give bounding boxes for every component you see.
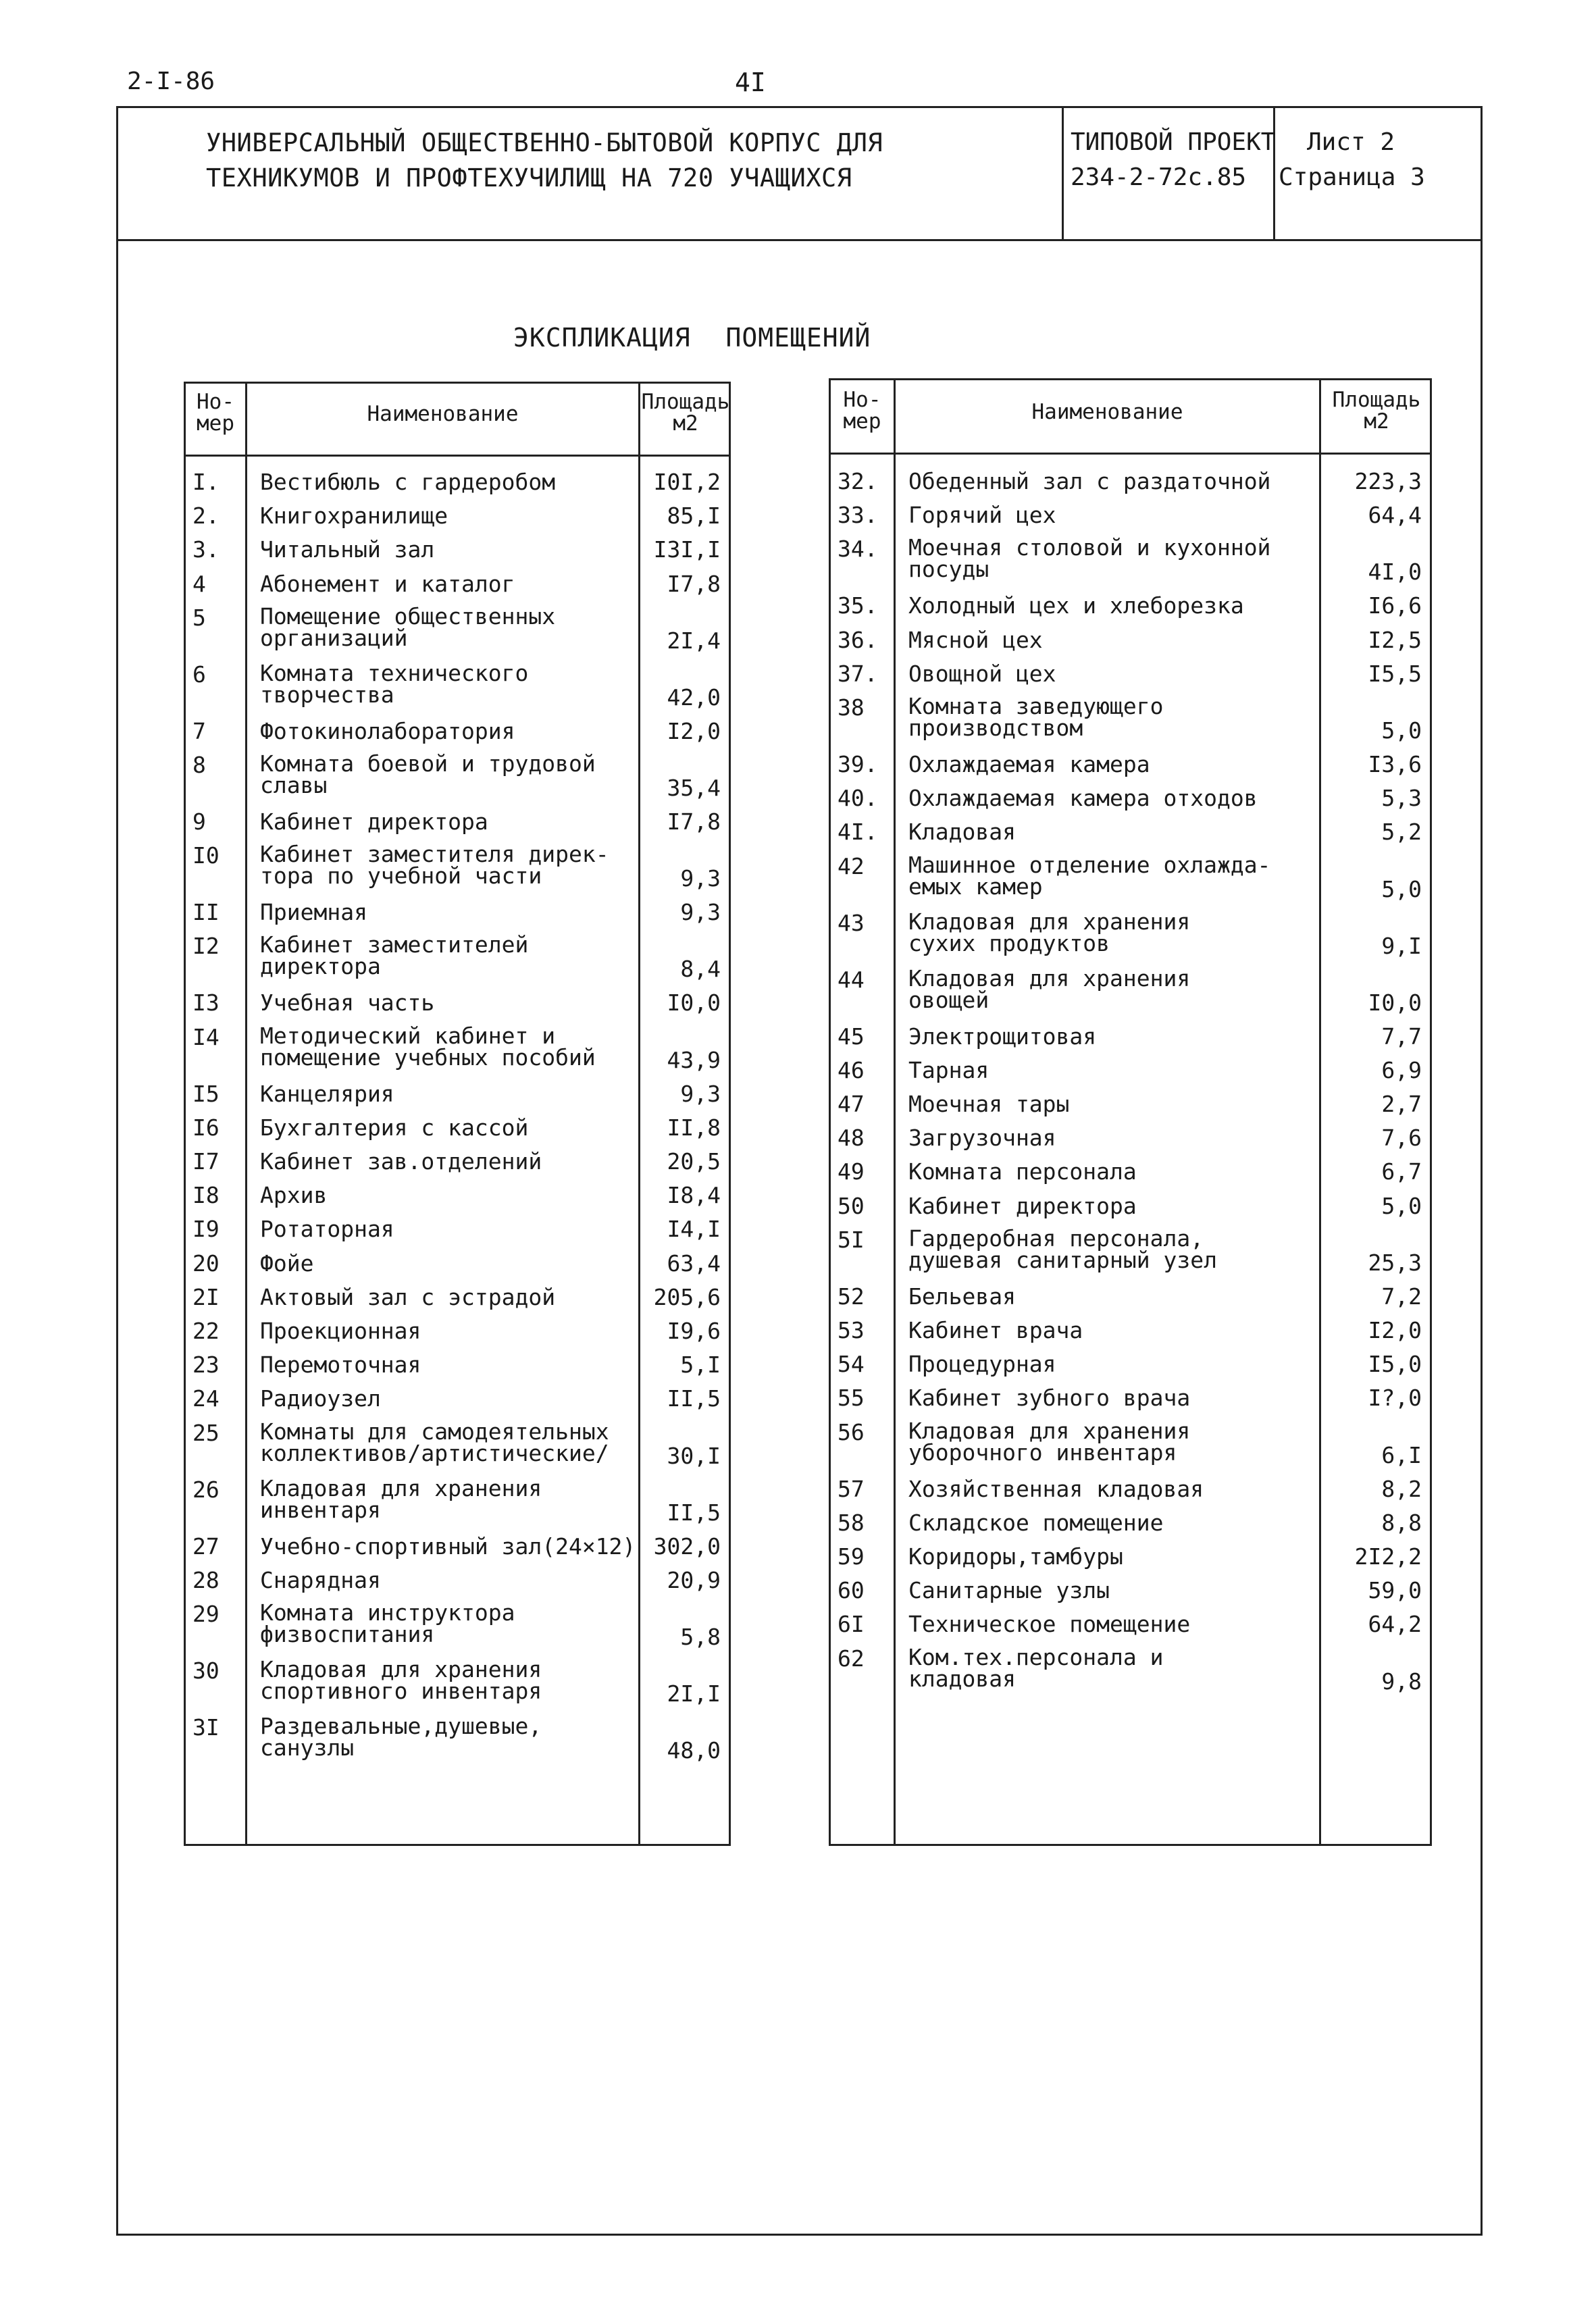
project-title-line-2: ТЕХНИКУМОВ И ПРОФТЕХУЧИЛИЩ НА 720 УЧАЩИХСЯ bbox=[206, 163, 852, 192]
room-name: Комната персонала bbox=[908, 1158, 1137, 1185]
room-area: 63,4 bbox=[667, 1250, 721, 1277]
room-area: 6,I bbox=[1381, 1441, 1422, 1468]
room-name: Кладовая bbox=[908, 819, 1016, 846]
room-area: I7,8 bbox=[667, 808, 721, 835]
room-area: 6,7 bbox=[1381, 1158, 1422, 1185]
room-number: 35. bbox=[838, 592, 878, 619]
room-number: 44 bbox=[838, 966, 865, 993]
room-number: 25 bbox=[192, 1419, 220, 1446]
room-number: I5 bbox=[192, 1080, 220, 1107]
room-name: Кабинет директора bbox=[260, 808, 488, 835]
room-number: 20 bbox=[192, 1250, 220, 1277]
room-number: I2 bbox=[192, 933, 220, 960]
room-area: I2,5 bbox=[1368, 626, 1422, 653]
room-name: Вестибюль с гардеробом bbox=[260, 469, 556, 495]
room-name: Проекционная bbox=[260, 1318, 421, 1344]
room-area: 2,7 bbox=[1381, 1091, 1422, 1117]
room-number: 2I bbox=[192, 1283, 220, 1310]
room-number: 62 bbox=[838, 1645, 865, 1672]
room-name: Холодный цех и хлеборезка bbox=[908, 592, 1244, 619]
room-name: Комнаты для самодеятельных коллективов/артистические/ bbox=[260, 1418, 609, 1466]
room-area: 9,I bbox=[1381, 932, 1422, 959]
header-area-line-1: Площадь bbox=[641, 390, 730, 414]
room-number: 48 bbox=[838, 1125, 865, 1152]
room-number: I6 bbox=[192, 1114, 220, 1141]
room-name: Читальный зал bbox=[260, 536, 435, 563]
room-area: 42,0 bbox=[667, 684, 721, 711]
room-number: I3 bbox=[192, 989, 220, 1017]
room-name: Кабинет заместителя дирек- тора по учебной части bbox=[260, 841, 609, 890]
room-number: 52 bbox=[838, 1283, 865, 1310]
header-divider bbox=[831, 453, 1430, 455]
room-number: 59 bbox=[838, 1543, 865, 1570]
room-number: 27 bbox=[192, 1533, 220, 1560]
room-number: 49 bbox=[838, 1158, 865, 1185]
room-name: Кабинет директора bbox=[908, 1192, 1137, 1219]
column-divider bbox=[245, 384, 247, 1844]
room-area: 9,3 bbox=[680, 1080, 721, 1107]
room-name: Горячий цех bbox=[908, 502, 1056, 529]
room-area: 64,2 bbox=[1368, 1611, 1422, 1638]
room-area: I5,5 bbox=[1368, 660, 1422, 687]
room-area: 8,8 bbox=[1381, 1509, 1422, 1536]
room-name: Мясной цех bbox=[908, 626, 1043, 653]
room-name: Радиоузел bbox=[260, 1385, 381, 1412]
room-name: Фойе bbox=[260, 1250, 314, 1277]
room-name: Комната заведующего производством bbox=[908, 693, 1164, 741]
room-area: 64,4 bbox=[1368, 502, 1422, 529]
room-number: 42 bbox=[838, 852, 865, 879]
room-name: Охлаждаемая камера отходов bbox=[908, 785, 1258, 812]
room-area: I0,0 bbox=[667, 989, 721, 1017]
room-name: Абонемент и каталог bbox=[260, 570, 515, 597]
room-number: I4 bbox=[192, 1023, 220, 1050]
header-number-line-2: мер bbox=[843, 409, 881, 434]
room-name: Кладовая для хранения инвентаря bbox=[260, 1474, 542, 1523]
room-name: Техническое помещение bbox=[908, 1611, 1191, 1638]
room-name: Канцелярия bbox=[260, 1080, 394, 1107]
rooms-table-right bbox=[829, 378, 1432, 1846]
room-name: Фотокинолаборатория bbox=[260, 717, 515, 744]
room-number: I0 bbox=[192, 842, 220, 869]
room-name: Складское помещение bbox=[908, 1509, 1164, 1536]
room-name: Коридоры,тамбуры bbox=[908, 1543, 1123, 1570]
room-number: 56 bbox=[838, 1418, 865, 1445]
room-name: Моечная тары bbox=[908, 1091, 1070, 1117]
room-number: 7 bbox=[192, 717, 206, 744]
room-number: 26 bbox=[192, 1476, 220, 1503]
room-name: Учебная часть bbox=[260, 989, 435, 1017]
room-number: 60 bbox=[838, 1577, 865, 1604]
room-area: 223,3 bbox=[1354, 468, 1422, 494]
room-area: 8,4 bbox=[680, 956, 721, 983]
room-area: 5,0 bbox=[1381, 875, 1422, 902]
room-number: 32. bbox=[838, 468, 878, 494]
header-area-line-2: м2 bbox=[1364, 409, 1389, 434]
room-area: I0I,2 bbox=[653, 469, 721, 495]
room-name: Кладовая для хранения сухих продуктов bbox=[908, 908, 1191, 956]
room-name: Перемоточная bbox=[260, 1352, 421, 1379]
room-number: 5I bbox=[838, 1226, 865, 1253]
room-number: 30 bbox=[192, 1657, 220, 1684]
room-name: Архив bbox=[260, 1182, 328, 1209]
room-number: 33. bbox=[838, 502, 878, 529]
room-area: 59,0 bbox=[1368, 1577, 1422, 1604]
room-area: I4,I bbox=[667, 1216, 721, 1243]
room-number: 53 bbox=[838, 1317, 865, 1343]
room-name: Гардеробная персонала, душевая санитарный узел bbox=[908, 1225, 1217, 1273]
room-name: Хозяйственная кладовая bbox=[908, 1475, 1204, 1502]
room-area: I3I,I bbox=[653, 536, 721, 563]
room-area: 5,0 bbox=[1381, 717, 1422, 744]
room-name: Ком.тех.персонала и кладовая bbox=[908, 1643, 1164, 1692]
room-number: I8 bbox=[192, 1182, 220, 1209]
room-number: 43 bbox=[838, 909, 865, 936]
room-area: 9,8 bbox=[1381, 1668, 1422, 1695]
rooms-table-left bbox=[184, 382, 731, 1846]
room-number: 4I. bbox=[838, 819, 878, 846]
room-number: 22 bbox=[192, 1318, 220, 1344]
title-block-divider bbox=[1062, 106, 1064, 241]
room-number: I7 bbox=[192, 1148, 220, 1175]
room-number: 9 bbox=[192, 808, 206, 835]
room-area: I?,0 bbox=[1368, 1385, 1422, 1412]
room-area: I5,0 bbox=[1368, 1351, 1422, 1378]
room-name: Кладовая для хранения спортивного инвентаря bbox=[260, 1656, 542, 1704]
room-name: Актовый зал с эстрадой bbox=[260, 1283, 556, 1310]
room-name: Кабинет зав.отделений bbox=[260, 1148, 542, 1175]
room-number: 24 bbox=[192, 1385, 220, 1412]
document-title: ЭКСПЛИКАЦИЯ ПОМЕЩЕНИЙ bbox=[513, 323, 871, 353]
document-code: 2-I-86 bbox=[127, 68, 215, 95]
room-area: 7,7 bbox=[1381, 1023, 1422, 1050]
room-area: I0,0 bbox=[1368, 989, 1422, 1016]
room-area: 7,6 bbox=[1381, 1125, 1422, 1152]
room-number: 46 bbox=[838, 1056, 865, 1083]
header-divider bbox=[186, 455, 729, 457]
room-number: 5 bbox=[192, 604, 206, 631]
room-number: I. bbox=[192, 469, 220, 495]
room-number: 4 bbox=[192, 570, 206, 597]
room-area: 2I,4 bbox=[667, 627, 721, 654]
title-block-divider bbox=[1273, 106, 1275, 241]
room-area: II,8 bbox=[667, 1114, 721, 1141]
room-number: 28 bbox=[192, 1566, 220, 1593]
room-area: 20,5 bbox=[667, 1148, 721, 1175]
room-name: Кабинет врача bbox=[908, 1317, 1083, 1343]
room-number: II bbox=[192, 899, 220, 926]
room-name: Обеденный зал с раздаточной bbox=[908, 468, 1271, 494]
room-number: 58 bbox=[838, 1509, 865, 1536]
room-area: I9,6 bbox=[667, 1318, 721, 1344]
room-area: 8,2 bbox=[1381, 1475, 1422, 1502]
room-number: 29 bbox=[192, 1601, 220, 1627]
room-name: Комната технического творчества bbox=[260, 659, 529, 708]
room-name: Бухгалтерия с кассой bbox=[260, 1114, 529, 1141]
room-area: I7,8 bbox=[667, 570, 721, 597]
room-name: Кладовая для хранения уборочного инвентаря bbox=[908, 1417, 1191, 1466]
room-number: 54 bbox=[838, 1351, 865, 1378]
room-area: 48,0 bbox=[667, 1737, 721, 1764]
room-name: Загрузочная bbox=[908, 1125, 1056, 1152]
header-name: Наименование bbox=[367, 402, 519, 426]
room-number: 47 bbox=[838, 1091, 865, 1117]
room-name: Комната инструктора физвоспитания bbox=[260, 1599, 515, 1647]
room-area: 5,8 bbox=[680, 1624, 721, 1650]
room-area: I6,6 bbox=[1368, 592, 1422, 619]
room-name: Помещение общественных организаций bbox=[260, 602, 556, 651]
room-name: Кабинет зубного врача bbox=[908, 1385, 1191, 1412]
room-number: 38 bbox=[838, 694, 865, 721]
room-name: Кладовая для хранения овощей bbox=[908, 965, 1191, 1013]
room-area: 205,6 bbox=[653, 1283, 721, 1310]
room-name: Процедурная bbox=[908, 1351, 1056, 1378]
room-area: 9,3 bbox=[680, 865, 721, 892]
project-number: 234-2-72с.85 bbox=[1071, 163, 1247, 191]
room-number: 3. bbox=[192, 536, 220, 563]
room-name: Комната боевой и трудовой славы bbox=[260, 750, 596, 798]
room-number: 2. bbox=[192, 503, 220, 530]
room-number: 6I bbox=[838, 1611, 865, 1638]
room-number: 23 bbox=[192, 1352, 220, 1379]
header-number-line-2: мер bbox=[197, 411, 234, 436]
room-area: II,5 bbox=[667, 1385, 721, 1412]
page-number: 4I bbox=[735, 68, 766, 97]
room-name: Раздевальные,душевые, санузлы bbox=[260, 1713, 542, 1761]
header-area-line-2: м2 bbox=[673, 411, 698, 436]
room-number: 45 bbox=[838, 1023, 865, 1050]
room-name: Снарядная bbox=[260, 1566, 381, 1593]
room-name: Методический кабинет и помещение учебных пособий bbox=[260, 1022, 596, 1071]
room-area: 9,3 bbox=[680, 899, 721, 926]
room-name: Овощной цех bbox=[908, 660, 1056, 687]
room-name: Бельевая bbox=[908, 1283, 1016, 1310]
project-label: ТИПОВОЙ ПРОЕКТ bbox=[1071, 128, 1276, 156]
room-number: 55 bbox=[838, 1385, 865, 1412]
room-area: 5,2 bbox=[1381, 819, 1422, 846]
sheet-label: Лист 2 bbox=[1307, 128, 1395, 156]
room-area: I8,4 bbox=[667, 1182, 721, 1209]
room-name: Машинное отделение охлажда- емых камер bbox=[908, 851, 1271, 900]
room-name: Приемная bbox=[260, 899, 367, 926]
header-number-line-1: Но- bbox=[197, 390, 234, 414]
room-area: 30,I bbox=[667, 1442, 721, 1469]
room-area: 2I2,2 bbox=[1354, 1543, 1422, 1570]
column-divider bbox=[894, 380, 896, 1844]
room-area: 6,9 bbox=[1381, 1056, 1422, 1083]
room-area: 25,3 bbox=[1368, 1249, 1422, 1276]
room-number: I9 bbox=[192, 1216, 220, 1243]
room-name: Электрощитовая bbox=[908, 1023, 1097, 1050]
room-name: Книгохранилище bbox=[260, 503, 448, 530]
room-area: 302,0 bbox=[653, 1533, 721, 1560]
room-number: 8 bbox=[192, 752, 206, 778]
room-area: 85,I bbox=[667, 503, 721, 530]
room-name: Учебно-спортивный зал(24×12) bbox=[260, 1533, 636, 1560]
room-area: 7,2 bbox=[1381, 1283, 1422, 1310]
room-area: I2,0 bbox=[1368, 1317, 1422, 1343]
room-name: Ротаторная bbox=[260, 1216, 394, 1243]
header-name: Наименование bbox=[1031, 400, 1183, 424]
room-number: 36. bbox=[838, 626, 878, 653]
room-number: 3I bbox=[192, 1714, 220, 1741]
room-area: 5,I bbox=[680, 1352, 721, 1379]
room-area: 4I,0 bbox=[1368, 559, 1422, 586]
room-number: 34. bbox=[838, 536, 878, 563]
room-number: 39. bbox=[838, 751, 878, 777]
room-area: 20,9 bbox=[667, 1566, 721, 1593]
room-area: 5,3 bbox=[1381, 785, 1422, 812]
room-area: II,5 bbox=[667, 1499, 721, 1526]
room-number: 50 bbox=[838, 1192, 865, 1219]
page-label: Страница 3 bbox=[1279, 163, 1425, 191]
room-name: Моечная столовой и кухонной посуды bbox=[908, 534, 1271, 583]
room-number: 40. bbox=[838, 785, 878, 812]
room-number: 57 bbox=[838, 1475, 865, 1502]
room-area: 35,4 bbox=[667, 775, 721, 801]
room-name: Санитарные узлы bbox=[908, 1577, 1110, 1604]
room-name: Кабинет заместителей директора bbox=[260, 931, 529, 980]
header-area-line-1: Площадь bbox=[1332, 388, 1421, 412]
room-area: 5,0 bbox=[1381, 1192, 1422, 1219]
room-area: 43,9 bbox=[667, 1046, 721, 1073]
room-number: 6 bbox=[192, 661, 206, 688]
room-area: 2I,I bbox=[667, 1680, 721, 1707]
room-name: Охлаждаемая камера bbox=[908, 751, 1150, 777]
project-title-line-1: УНИВЕРСАЛЬНЫЙ ОБЩЕСТВЕННО-БЫТОВОЙ КОРПУС ДЛЯ bbox=[206, 128, 883, 157]
room-name: Тарная bbox=[908, 1056, 989, 1083]
header-number-line-1: Но- bbox=[843, 388, 881, 412]
room-area: I3,6 bbox=[1368, 751, 1422, 777]
room-number: 37. bbox=[838, 660, 878, 687]
room-area: I2,0 bbox=[667, 717, 721, 744]
